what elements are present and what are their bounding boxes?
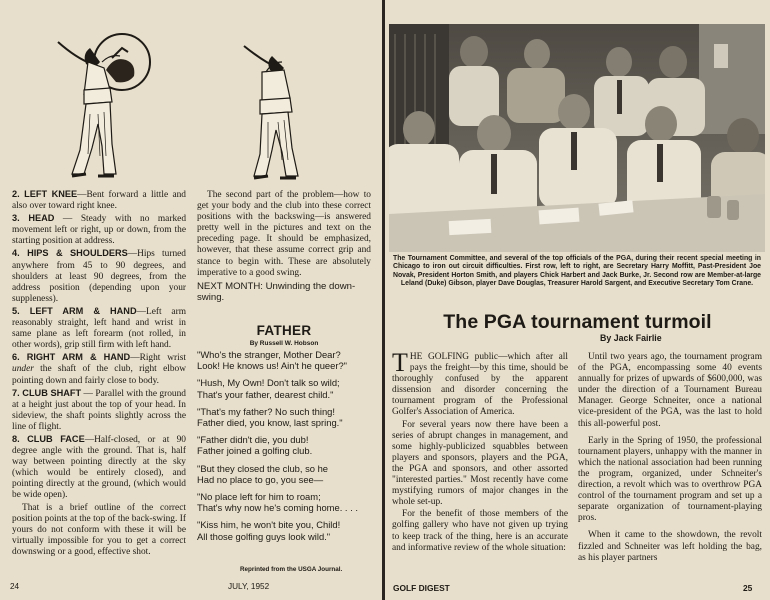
poem-stanza (197, 491, 375, 513)
right-page (385, 0, 770, 600)
step-right-arm-hand: 6. RIGHT ARM & HAND—Right wrist under the shaft of the club, right elbow pointing down and fairly close to body. (12, 352, 186, 386)
continuation-column (197, 190, 371, 304)
article-paragraph: For several years now there have been a series of abrupt changes in management, and some highly-publicized squabbles between players and sponsors, players and the PGA, the PGA and sponsors, and other assorted "interested parties." Most recently have come mystifying rumors of major changes in the whole set-up. (392, 419, 568, 508)
article-paragraph: For the benefit of those members of the golfing gallery who have not given up trying to keep track of the thing, here is an accurate and informative review of the whole situation: (392, 509, 568, 553)
article-paragraph: Early in the Spring of 1950, the professional tournament players, unhappy with the manner in which the national association had been running the program, organized, under Schneiter's direction, a revolt which was to overthrow PGA control of the tournament program and set up a separate organization of tournament-playing pros. (578, 435, 762, 524)
summary-paragraph: That is a brief outline of the correct position points at the top of the back-swing. If yours do not conform with these it will be virtually impossible for you to get a correct downswing or a good, effective shot. (12, 502, 186, 557)
poem-line: Father joined a golfing club. (197, 445, 313, 457)
article-paragraph: When it came to the showdown, the revolt fizzled and Schneiter was left holding the bag, as his player partners (578, 530, 762, 563)
photo-caption: The Tournament Committee, and several of the top officials of the PGA, during their recent special meeting in Chicago to iron out circuit difficulties. First row, left to right, are Secretary Harry Moffitt, Past-President Joe Novak, President Horton Smith, and players Chick Harbert and Jack Burke, Jr. Second row are Member-at-large Leland (Duke) Gibson, player Dave Douglas, Treasurer Harold Sargent, and Executive Secretary Tom Crane. (393, 255, 761, 287)
committee-photo (389, 24, 765, 252)
page-number-right: 25 (743, 583, 753, 593)
second-part-paragraph: The second part of the problem—how to get your body and the club into these correct positions with the backswing—is answered pretty well in the pictures and text on the preceding page. It should be emphasized, however, that these assume correct grip and stance to begin with. These are absolutely imperative to a good swing. (197, 190, 371, 278)
poem-line: Father died, you know, last spring." (197, 417, 343, 429)
poem-credit: Reprinted from the USGA Journal. (240, 566, 343, 573)
step-club-face: 8. CLUB FACE—Half-closed, or at 90 degree angle with the ground. That is, half way between pointing directly at the sky (which would be entirely closed), and pointing directly at the ground, (which would be wide open). (12, 433, 186, 501)
step-hips-shoulders: 4. HIPS & SHOULDERS—Hips turned anywhere from 45 to 90 degrees, and shoulders at least 90 degrees, from the address position (depending upon your suppleness). (12, 248, 186, 304)
next-month-note: NEXT MONTH: Unwinding the down-swing. (197, 280, 356, 304)
drop-cap: T (392, 348, 408, 377)
issue-date: JULY, 1952 (228, 582, 270, 591)
step-club-shaft: 7. CLUB SHAFT — Parallel with the ground at a height just about the top of your head. In sideview, the shaft points slightly across the line of flight. (12, 387, 186, 432)
poem-stanza (197, 349, 375, 371)
step-head: 3. HEAD — Steady with no marked movement left or right, up or down, from the starting position at address. (12, 213, 187, 247)
poem-line: "Hush, My Own! Don't talk so wild; (197, 377, 340, 389)
poem-author: By Russell W. Hobson (249, 340, 319, 347)
article-paragraph: Until two years ago, the tournament program of the PGA, encompassing some 40 events annually for prizes of upwards of $600,000, was under the direction of a Tournament Bureau Manager. George Schneiter, once a national vice-president of the PGA, was the last to hold this all-powerful post. (578, 352, 762, 429)
article-column-2 (578, 352, 762, 564)
poem-line: That's your father, dearest child." (197, 388, 334, 400)
poem-line: "Kiss him, he won't bite you, Child! (197, 519, 341, 531)
page-number-left: 24 (10, 582, 20, 591)
poem-line: All those golfing guys look wild." (197, 530, 331, 542)
poem-line: That's why now he's coming home. . . . (197, 502, 358, 514)
poem-stanza (197, 519, 375, 541)
step-left-knee: 2. LEFT KNEE—Bent forward a little and also over toward right knee. (12, 189, 186, 212)
poem-line: "No place left for him to roam; (197, 491, 321, 503)
article-byline: By Jack Fairlie (600, 333, 662, 343)
step-left-arm-hand: 5. LEFT ARM & HAND—Left arm reasonably straight, left hand and wrist in same plane as left forearm (not rolled, in other words), grip still firm with left hand. (12, 305, 186, 351)
instructions-column (12, 189, 186, 558)
article-lead-paragraph: THE GOLFING public—which after all pays the freight—by this time, should be thoroughly confused by the apparent dissension and disorder concerning the tournament program of the Professional Golfer's Association of America. (392, 348, 568, 418)
poem-line: "Father didn't die, you dub! (197, 434, 309, 446)
poem-stanza (197, 377, 375, 399)
poem-stanza (197, 463, 375, 485)
poem-line: Had no place to go, you see— (197, 473, 324, 485)
left-page (0, 0, 382, 600)
poem-title: FATHER (256, 323, 312, 338)
poem-stanza (197, 406, 375, 428)
article-column-1 (392, 348, 568, 554)
poem-body (197, 349, 375, 548)
poem-stanza (197, 434, 375, 456)
poem-line: "Who's the stranger, Mother Dear? (197, 349, 341, 360)
poem-line: "That's my father? No such thing! (197, 405, 335, 417)
poem-line: Look! He knows us! Ain't he queer?" (197, 360, 347, 372)
article-headline: The PGA tournament turmoil (443, 311, 712, 333)
golfer-backswing-illustration (38, 18, 178, 183)
magazine-title: GOLF DIGEST (393, 583, 450, 593)
poem-line: "But they closed the club, so he (197, 462, 329, 474)
golfer-top-of-swing-illustration (236, 32, 326, 182)
